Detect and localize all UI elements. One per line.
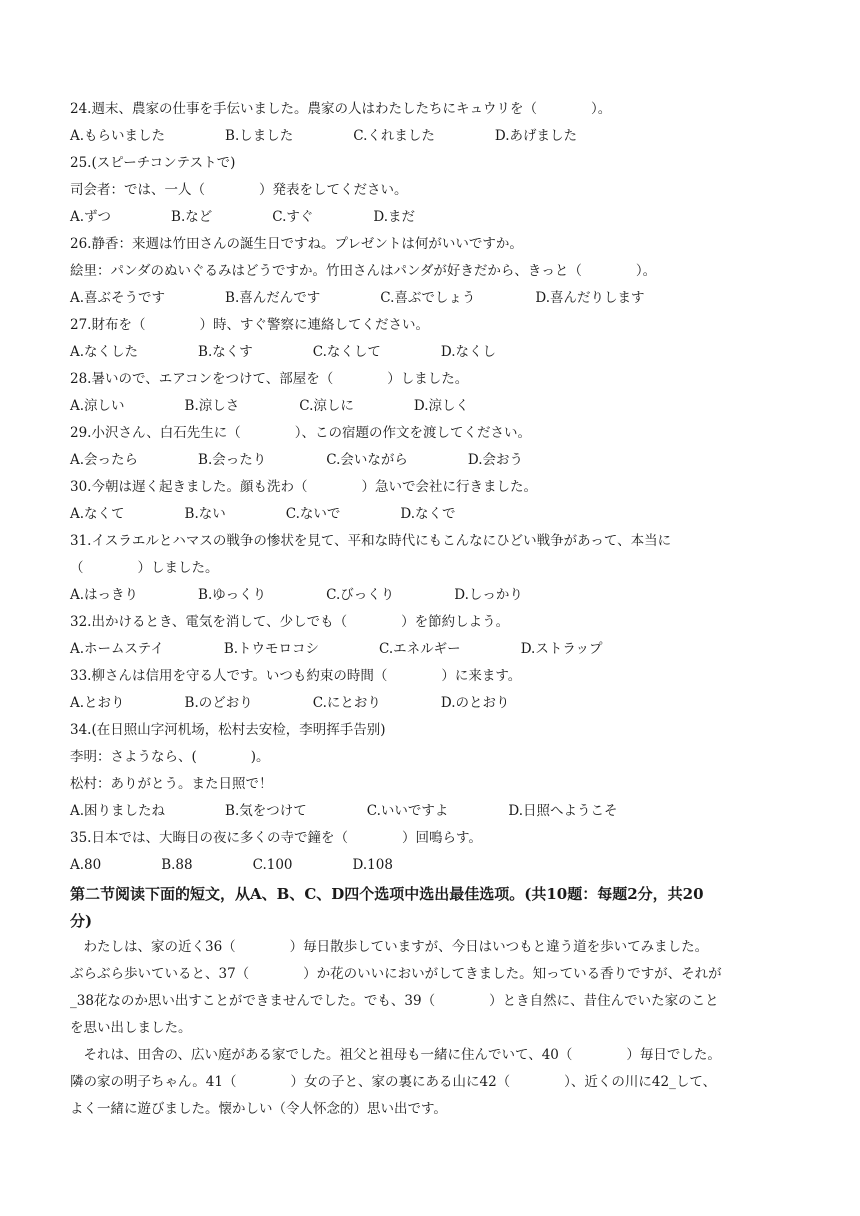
exam-content [70,96,796,1124]
answer-option: D.なくし [440,344,497,360]
answer-options [70,123,796,150]
answer-option: C.びっくり [326,587,395,603]
question-list [70,96,796,879]
question-item [70,609,796,663]
answer-option: B.会ったり [198,452,267,468]
section2-heading [70,881,796,935]
question-item [70,420,796,474]
question-text: 松村：ありがとう。また日照で！ [70,776,273,792]
answer-option: A.なくした [70,344,139,360]
question-item [70,528,796,609]
answer-option: D.涼しく [413,398,470,414]
answer-option: B.しました [225,128,294,144]
answer-option: A.80 [70,857,102,873]
question-text: 32.出かけるとき、電気を消して、少しでも（ ）を節約しよう。 [70,614,510,630]
question-text: 30.今朝は遅く起きました。顔も洗わ（ ）急いで会社に行きました。 [70,479,537,495]
answer-option: D.のとおり [440,695,510,711]
answer-option: C.喜ぶでしょう [380,290,476,306]
answer-option: B.88 [161,857,193,873]
question-item [70,663,796,717]
paragraph-line: ぶらぶら歩いていると、37（ ）か花のいいにおいがしてきました。知っている香りですが、それが [70,966,722,982]
section2-heading-line1: 第二节阅读下面的短文，从A、B、C、D四个选项中选出最佳选项。(共10题：每题2分，共20 [70,885,704,903]
question-item [70,717,796,825]
answer-option: A.会ったら [70,452,139,468]
answer-option: C.涼しに [299,398,354,414]
paragraph-line: を思い出しました。 [70,1020,192,1036]
answer-options [70,501,796,528]
answer-option: B.涼しさ [184,398,240,414]
answer-option: D.108 [352,857,393,873]
answer-options [70,798,796,825]
answer-option: B.ゆっくり [198,587,267,603]
reading-paragraph-1 [70,935,796,1043]
question-text: 33.柳さんは信用を守る人です。いつも約束の時間（ ）に来ます。 [70,668,522,684]
question-item [70,474,796,528]
answer-options [70,582,796,609]
paragraph-line: 隣の家の明子ちゃん。41（ ）女の子と、家の裏にある山に42（ ）、近くの川に42_して、 [70,1074,717,1090]
answer-option: D.日照へようこそ [508,803,618,819]
question-text: 27.財布を（ ）時、すぐ警察に連絡してください。 [70,317,429,333]
question-text: 25.(スピーチコンテストで) [70,155,236,171]
answer-option: A.喜ぶそうです [70,290,166,306]
answer-option: A.困りましたね [70,803,166,819]
question-text: 28.暑いので、エアコンをつけて、部屋を（ ）しました。 [70,371,469,387]
answer-option: B.など [171,209,213,225]
question-item [70,366,796,420]
answer-option: A.涼しい [70,398,125,414]
answer-options [70,447,796,474]
answer-option: B.のどおり [184,695,253,711]
answer-option: D.まだ [373,209,416,225]
answer-option: D.しっかり [454,587,523,603]
answer-options [70,339,796,366]
answer-option: B.なくす [198,344,253,360]
answer-option: C.いいですよ [366,803,449,819]
answer-option: D.ストラップ [520,641,603,657]
answer-options [70,852,796,879]
question-item [70,150,796,231]
section2 [70,881,796,1124]
answer-options [70,393,796,420]
answer-options [70,204,796,231]
answer-option: D.なくで [400,506,456,522]
question-item [70,312,796,366]
answer-option: C.会いながら [326,452,408,468]
answer-option: C.にとおり [312,695,381,711]
answer-options [70,636,796,663]
question-item [70,231,796,312]
question-item [70,825,796,879]
paragraph-line: _38花なのか思い出すことができませんでした。でも、39（ ）とき自然に、昔住んでいた家のこと [70,993,719,1009]
answer-option: D.喜んだりします [535,290,645,306]
answer-option: B.気をつけて [225,803,307,819]
answer-option: A.とおり [70,695,125,711]
paragraph-line: よく一緒に遊びました。懐かしい（令人怀念的）思い出です。 [70,1101,447,1117]
reading-paragraph-2 [70,1043,796,1124]
answer-options [70,690,796,717]
question-text: 29.小沢さん、白石先生に（ ）、この宿題の作文を渡してください。 [70,425,532,441]
question-text: 李明：さようなら、( )。 [70,749,270,765]
question-text: 26.静香：来週は竹田さんの誕生日ですね。プレゼントは何がいいですか。 [70,236,523,252]
question-item [70,96,796,150]
answer-option: D.会おう [467,452,524,468]
answer-option: C.ないで [285,506,341,522]
question-text: 31.イスラエルとハマスの戦争の惨状を見て、平和な時代にもこんなにひどい戦争があって、本当に [70,533,672,549]
question-text: 司会者：では、一人（ ）発表をしてください。 [70,182,408,198]
answer-option: C.エネルギー [379,641,461,657]
paragraph-line: わたしは、家の近く36（ ）毎日散歩していますが、今日はいつもと違う道を歩いてみました。 [70,939,709,955]
question-text: 35.日本では、大晦日の夜に多くの寺で鐘を（ ）回鳴らす。 [70,830,482,846]
question-text: 絵里：パンダのぬいぐるみはどうですか。竹田さんはパンダが好きだから、きっと（ ）。 [70,263,657,279]
answer-option: A.ホームステイ [70,641,164,657]
answer-option: D.あげました [494,128,578,144]
answer-options [70,285,796,312]
answer-option: C.すぐ [272,209,314,225]
answer-option: A.ずつ [70,209,112,225]
answer-option: A.もらいました [70,128,166,144]
answer-option: A.なくて [70,506,125,522]
answer-option: C.なくして [312,344,381,360]
answer-option: C.くれました [353,128,435,144]
question-text: 34.(在日照山字河机场，松村去安检，李明挥手告别) [70,722,386,738]
answer-option: A.はっきり [70,587,139,603]
question-text: （ ）しました。 [70,560,219,576]
section2-heading-line2: 分) [70,912,93,930]
answer-option: C.100 [252,857,293,873]
paragraph-line: それは、田舎の、広い庭がある家でした。祖父と祖母も一緒に住んでいて、40（ ）毎日でした。 [70,1047,721,1063]
answer-option: B.ない [184,506,226,522]
answer-option: B.トウモロコシ [223,641,320,657]
answer-option: B.喜んだんです [225,290,321,306]
question-text: 24.週末、農家の仕事を手伝いました。農家の人はわたしたちにキュウリを（ ）。 [70,101,612,117]
